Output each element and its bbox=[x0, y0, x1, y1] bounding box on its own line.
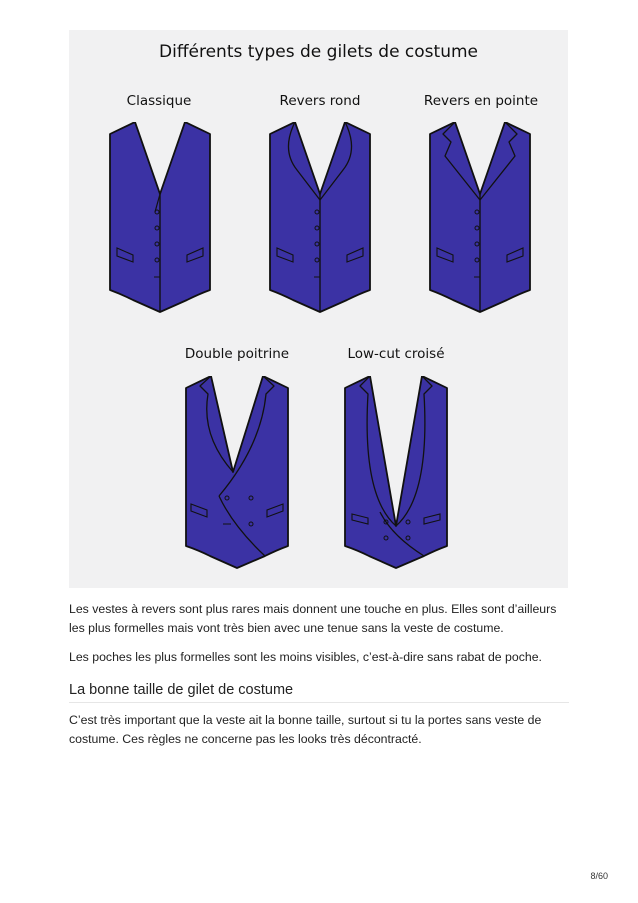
section-heading-taille: La bonne taille de gilet de costume bbox=[69, 682, 569, 703]
vest-revers-en-pointe-illustration bbox=[427, 122, 533, 314]
vest-label-revers-en-pointe: Revers en pointe bbox=[423, 93, 539, 109]
vest-label-double-poitrine: Double poitrine bbox=[184, 346, 290, 362]
vest-revers-rond-illustration bbox=[267, 122, 373, 314]
infographic-title: Différents types de gilets de costume bbox=[159, 42, 478, 62]
paragraph-poches: Les poches les plus formelles sont les moins visibles, c’est-à-dire sans rabat de poche. bbox=[69, 650, 542, 664]
paragraph-taille: C’est très important que la veste ait la bonne taille, surtout si tu la portes sans veste de costume. Ces règles ne concerne pas les looks très décontracté. bbox=[69, 713, 542, 746]
vest-double-poitrine-illustration bbox=[183, 376, 291, 570]
vest-label-low-cut-croise: Low-cut croisé bbox=[347, 346, 445, 362]
vest-classique-illustration bbox=[107, 122, 213, 314]
vest-low-cut-croise-illustration bbox=[342, 376, 450, 570]
paragraph-revers: Les vestes à revers sont plus rares mais donnent une touche en plus. Elles sont d’ailleurs les plus formelles mais vont très bien avec une tenue sans la veste de costume. bbox=[69, 602, 557, 635]
vest-types-infographic bbox=[69, 30, 568, 588]
page-number: 8/60 bbox=[590, 871, 608, 881]
vest-label-revers-rond: Revers rond bbox=[279, 93, 361, 109]
vest-label-classique: Classique bbox=[126, 93, 192, 109]
